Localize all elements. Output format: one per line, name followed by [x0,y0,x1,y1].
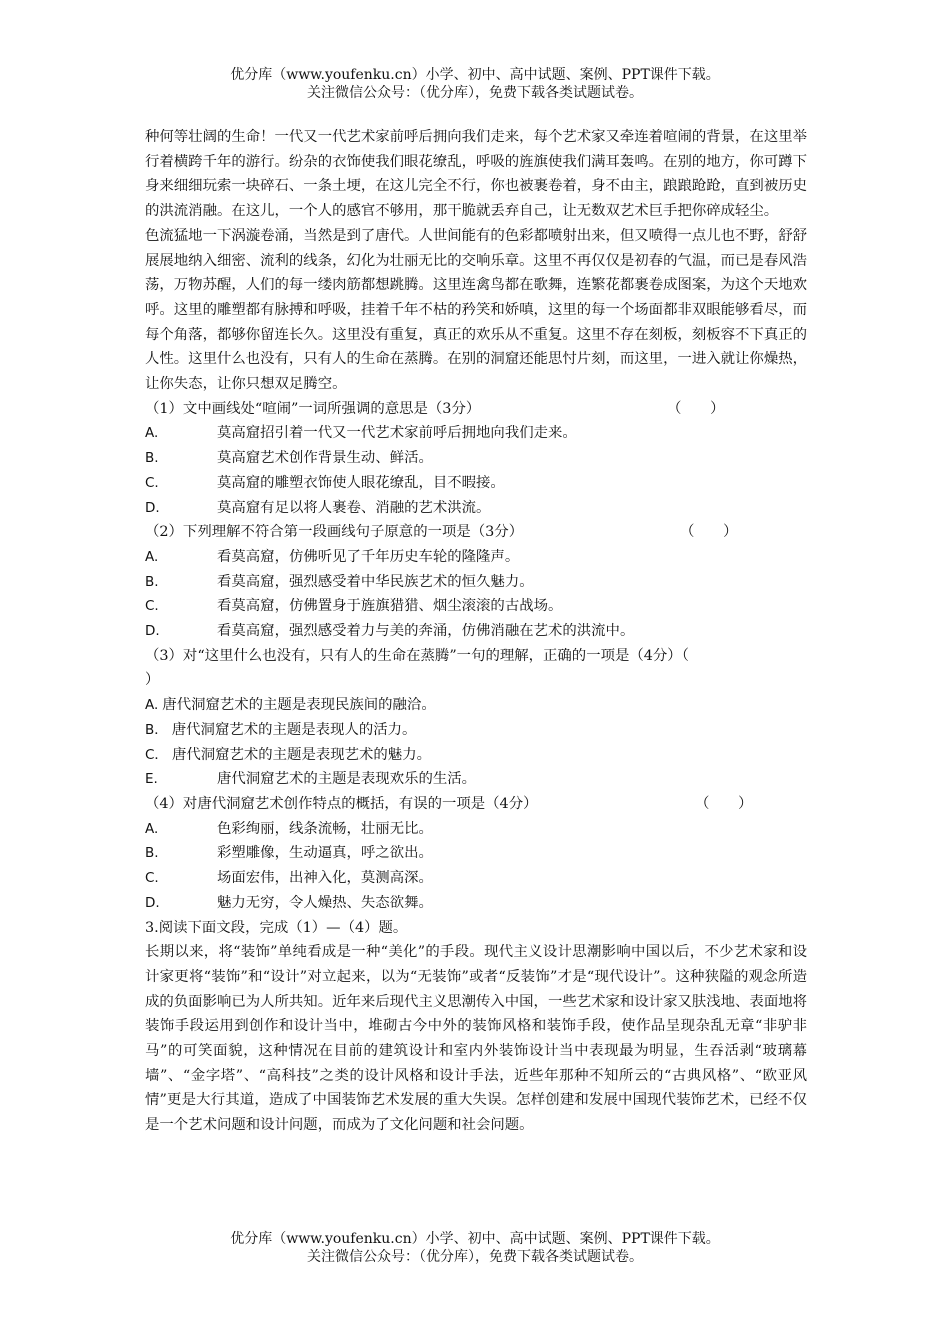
q4-option-d-label: D. [145,894,160,911]
q2-option-c-label: C. [145,598,159,615]
passage-paragraph-2: 色流猛地一下涡漩卷涌，当然是到了唐代。人世间能有的色彩都喷射出来，但又喷得一点儿也不野，舒舒展展地纳入细密、流利的线条，幻化为壮丽无比的交响乐章。这里不再仅仅是初春的气温，而已是春风浩荡，万物苏醒，人们的每一缕肉筋都想跳腾。这里连禽鸟都在歌舞，连繁花都裹卷成图案，为这个天地欢呼。这里的雕塑都有脉搏和呼吸，挂着千年不枯的矜笑和娇嗔，这里的每一个场面都非双眼能够看尽，而每个角落，都够你留连长久。这里没有重复，真正的欢乐从不重复。这里不存在刻板，刻板容不下真正的人性。这里什么也没有，只有人的生命在蒸腾。在别的洞窟还能思忖片刻，而这里，一进入就让你燥热，让你失态，让你只想双足腾空。 [145,227,807,393]
q4-option-c-label: C. [145,870,159,887]
question-4-stem: （4）对唐代洞窟艺术创作特点的概括，有误的一项是（4分） [145,795,538,812]
q3-option-e [145,767,807,792]
q1-option-d-text: 莫高窟有足以将人裹卷、消融的艺术洪流。 [217,499,491,516]
q3-option-c-text: 唐代洞窟艺术的主题是表现艺术的魅力。 [171,746,431,763]
header-line-1: 优分库（www.youfenku.cn）小学、初中、高中试题、案例、PPT课件下载。 [230,67,720,83]
q4-option-a-text: 色彩绚丽，线条流畅，壮丽无比。 [217,820,433,837]
q4-option-c [145,866,807,891]
q1-option-d-label: D. [145,499,160,516]
question-1 [145,397,807,422]
q1-option-b-text: 莫高窟艺术创作背景生动、鲜活。 [217,450,433,467]
page-header [0,66,950,102]
q2-option-a [145,545,807,570]
section-3-title: 3.阅读下面文段，完成（1）—（4）题。 [145,919,408,936]
q3-option-a-text: 唐代洞窟艺术的主题是表现民族间的融洽。 [162,697,436,714]
q4-option-b [145,841,807,866]
q3-option-b-label: B． [145,721,168,738]
q1-option-b [145,446,807,471]
question-2 [145,520,807,545]
q3-option-b-text: 唐代洞窟艺术的主题是表现人的活力。 [171,721,417,738]
q3-option-a [145,693,807,718]
q2-option-b [145,570,807,595]
q1-option-a [145,421,807,446]
footer-line-1: 优分库（www.youfenku.cn）小学、初中、高中试题、案例、PPT课件下载。 [230,1231,720,1247]
q2-option-b-text: 看莫高窟，强烈感受着中华民族艺术的恒久魅力。 [217,573,534,590]
q3-option-e-text: 唐代洞窟艺术的主题是表现欢乐的生活。 [217,771,477,788]
header-line-2: 关注微信公众号：（优分库），免费下载各类试题试卷。 [307,85,643,101]
q4-option-c-text: 场面宏伟，出神入化，莫测高深。 [217,870,433,887]
page-footer [0,1230,950,1266]
q3-option-c-label: C． [145,746,168,763]
q2-option-b-label: B. [145,573,159,590]
q2-option-a-text: 看莫高窟，仿佛听见了千年历史车轮的隆隆声。 [217,548,520,565]
section-3-paragraph: 长期以来，将“装饰”单纯看成是一种“美化”的手段。现代主义设计思潮影响中国以后，不少艺术家和设计家更将“装饰”和“设计”对立起来，以为“无装饰”或者“反装饰”才是“现代设计”。这种狭隘的观念所造成的负面影响已为人所共知。近年来后现代主义思潮传入中国，一些艺术家和设计家又肤浅地、表面地将装饰手段运用到创作和设计当中，堆砌古今中外的装饰风格和装饰手段，使作品呈现杂乱无章“非驴非马”的可笑面貌，这种情况在目前的建筑设计和室内外装饰设计当中表现最为明显，生吞活剥“玻璃幕墙”、“金字塔”、“高科技”之类的设计风格和设计手法，近些年那种不知所云的“古典风格”、“欧亚风情”更是大行其道，造成了中国装饰艺术发展的重大失误。怎样创建和发展中国现代装饰艺术，已经不仅是一个艺术问题和设计问题，而成为了文化问题和社会问题。 [145,944,807,1134]
q4-option-d [145,891,807,916]
q2-option-c-text: 看莫高窟，仿佛置身于旌旗猎猎、烟尘滚滚的古战场。 [217,598,563,615]
q2-option-d-text: 看莫高窟，强烈感受着力与美的奔涌，仿佛消融在艺术的洪流中。 [217,623,635,640]
question-1-answer-blank: （ ） [667,400,725,417]
q4-option-a [145,817,807,842]
question-2-answer-blank: （ ） [680,524,738,541]
q2-option-a-label: A. [145,548,159,565]
q1-option-a-label: A. [145,425,159,442]
q1-option-d [145,496,807,521]
footer-line-2: 关注微信公众号：（优分库），免费下载各类试题试卷。 [307,1249,643,1265]
q4-option-b-text: 彩塑雕像，生动逼真，呼之欲出。 [217,845,433,862]
q3-option-e-label: E. [145,771,158,788]
q1-option-a-text: 莫高窟招引着一代又一代艺术家前呼后拥地向我们走来。 [217,425,577,442]
passage-paragraph-1: 种何等壮阔的生命！一代又一代艺术家前呼后拥向我们走来，每个艺术家又牵连着喧闹的背景，在这里举行着横跨千年的游行。纷杂的衣饰使我们眼花缭乱，呼吸的旌旗使我们满耳轰鸣。在别的地方，你可蹲下身来细细玩索一块碎石、一条土埂，在这儿完全不行，你也被裹卷着，身不由主，踉踉跄跄，直到被历史的洪流消融。在这儿，一个人的感官不够用，那干脆就丢弃自己，让无数双艺术巨手把你碎成轻尘。 [145,129,807,220]
q2-option-d-label: D. [145,623,160,640]
q3-option-a-label: A. [145,697,159,714]
q1-option-c [145,471,807,496]
q3-option-c [145,743,807,768]
q1-option-c-text: 莫高窟的雕塑衣饰使人眼花缭乱，目不暇接。 [217,474,505,491]
question-4-answer-blank: （ ） [695,795,753,812]
question-1-stem: （1）文中画线处“喧闹”一词所强调的意思是（3分） [145,400,481,417]
question-4 [145,792,807,817]
q1-option-c-label: C. [145,474,159,491]
question-3-stem-cont: ） [145,672,160,689]
q2-option-c [145,594,807,619]
q3-option-b [145,718,807,743]
q1-option-b-label: B. [145,450,159,467]
q4-option-a-label: A. [145,820,159,837]
q4-option-b-label: B. [145,845,159,862]
document-body [145,125,807,1138]
q4-option-d-text: 魅力无穷，令人燥热、失态欲舞。 [217,894,433,911]
question-3-stem: （3）对“这里什么也没有，只有人的生命在蒸腾”一句的理解，正确的一项是（4分）（ [145,647,689,664]
question-2-stem: （2）下列理解不符合第一段画线句子原意的一项是（3分） [145,524,524,541]
q2-option-d [145,619,807,644]
